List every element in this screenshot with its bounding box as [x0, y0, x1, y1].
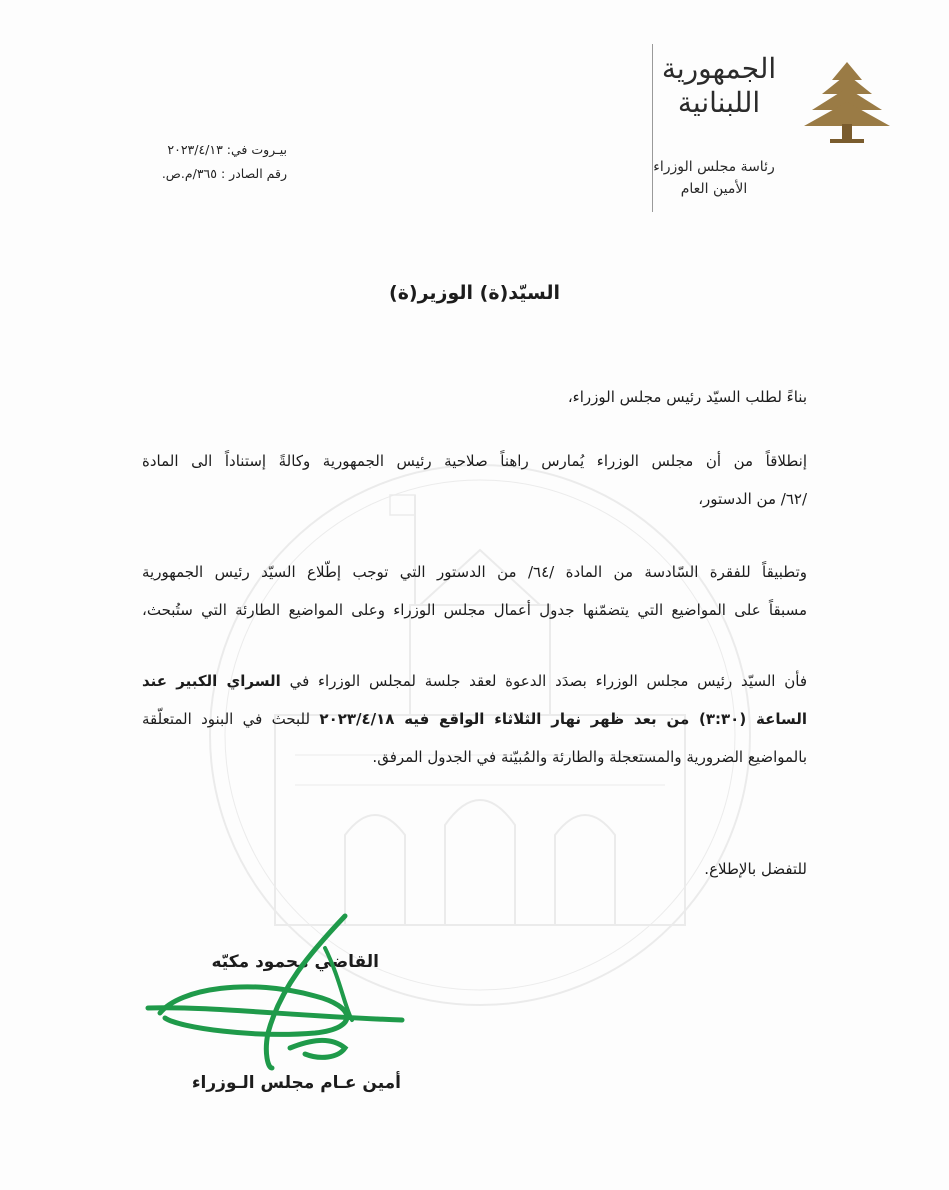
republic-emblem-text	[644, 52, 794, 120]
letter-meta	[162, 138, 287, 186]
office-line-1: رئاسة مجلس الوزراء	[653, 159, 775, 175]
paragraph-4	[142, 662, 807, 776]
office-line-2: الأمين العام	[680, 181, 748, 197]
signatory-name: القاضي محمود مكيّه	[211, 952, 379, 972]
paragraph-bold-text: السراي الكبير عند	[142, 672, 281, 690]
paragraph-line: /٦٢/ من الدستور،	[698, 490, 807, 508]
salutation: السيّد(ة) الوزير(ة)	[389, 282, 560, 304]
reference-number: رقم الصادر : ٣٦٥/م.ص.	[161, 166, 287, 181]
signatory-title: أمين عـام مجلس الـوزراء	[191, 1073, 401, 1093]
paragraph-text: فأن السيّد رئيس مجلس الوزراء بصدَد الدعوة لعقد جلسة لمجلس الوزراء في	[289, 672, 807, 690]
paragraph-line: بناءً لطلب السيّد رئيس مجلس الوزراء،	[567, 388, 807, 406]
handwritten-signature	[140, 908, 410, 1078]
paragraph-2	[142, 442, 807, 518]
paragraph-1	[142, 378, 807, 416]
emblem-line-2: اللبنانية	[677, 86, 761, 119]
paragraph-3	[142, 553, 807, 629]
emblem-line-1: الجمهورية	[661, 52, 777, 85]
letterhead-divider	[652, 44, 653, 212]
paragraph-line: وتطبيقاً للفقرة السّادسة من المادة /٦٤/ من الدستور التي توجب إطّلاع السيّد رئيس الجمهورية	[142, 563, 807, 581]
paragraph-line: بالمواضيع الضرورية والمستعجلة والطارئة والمُبيّنة في الجدول المرفق.	[372, 748, 807, 766]
paragraph-bold-text: الساعة (٣:٣٠) من بعد ظهر نهار الثلاثاء الواقع فيه ٢٠٢٣/٤/١٨	[319, 710, 807, 728]
date-line: بيـروت في: ٢٠٢٣/٤/١٣	[167, 142, 287, 157]
paragraph-line: للتفضل بالإطلاع.	[704, 860, 807, 878]
paragraph-line: مسبقاً على المواضيع التي يتضمّنها جدول أعمال مجلس الوزراء وعلى المواضيع الطارئة التي ستُبحث،	[142, 601, 807, 619]
paragraph-line: إنطلاقاً من أن مجلس الوزراء يُمارس راهناً صلاحية رئيس الجمهورية وكالةً إستناداً الى المادة	[142, 452, 807, 470]
cedar-logo	[802, 60, 892, 146]
office-name	[644, 156, 784, 200]
closing-line	[142, 850, 807, 888]
paragraph-line	[142, 700, 807, 738]
paragraph-text: للبحث في البنود المتعلّقة	[142, 710, 311, 728]
paragraph-line	[142, 662, 807, 700]
